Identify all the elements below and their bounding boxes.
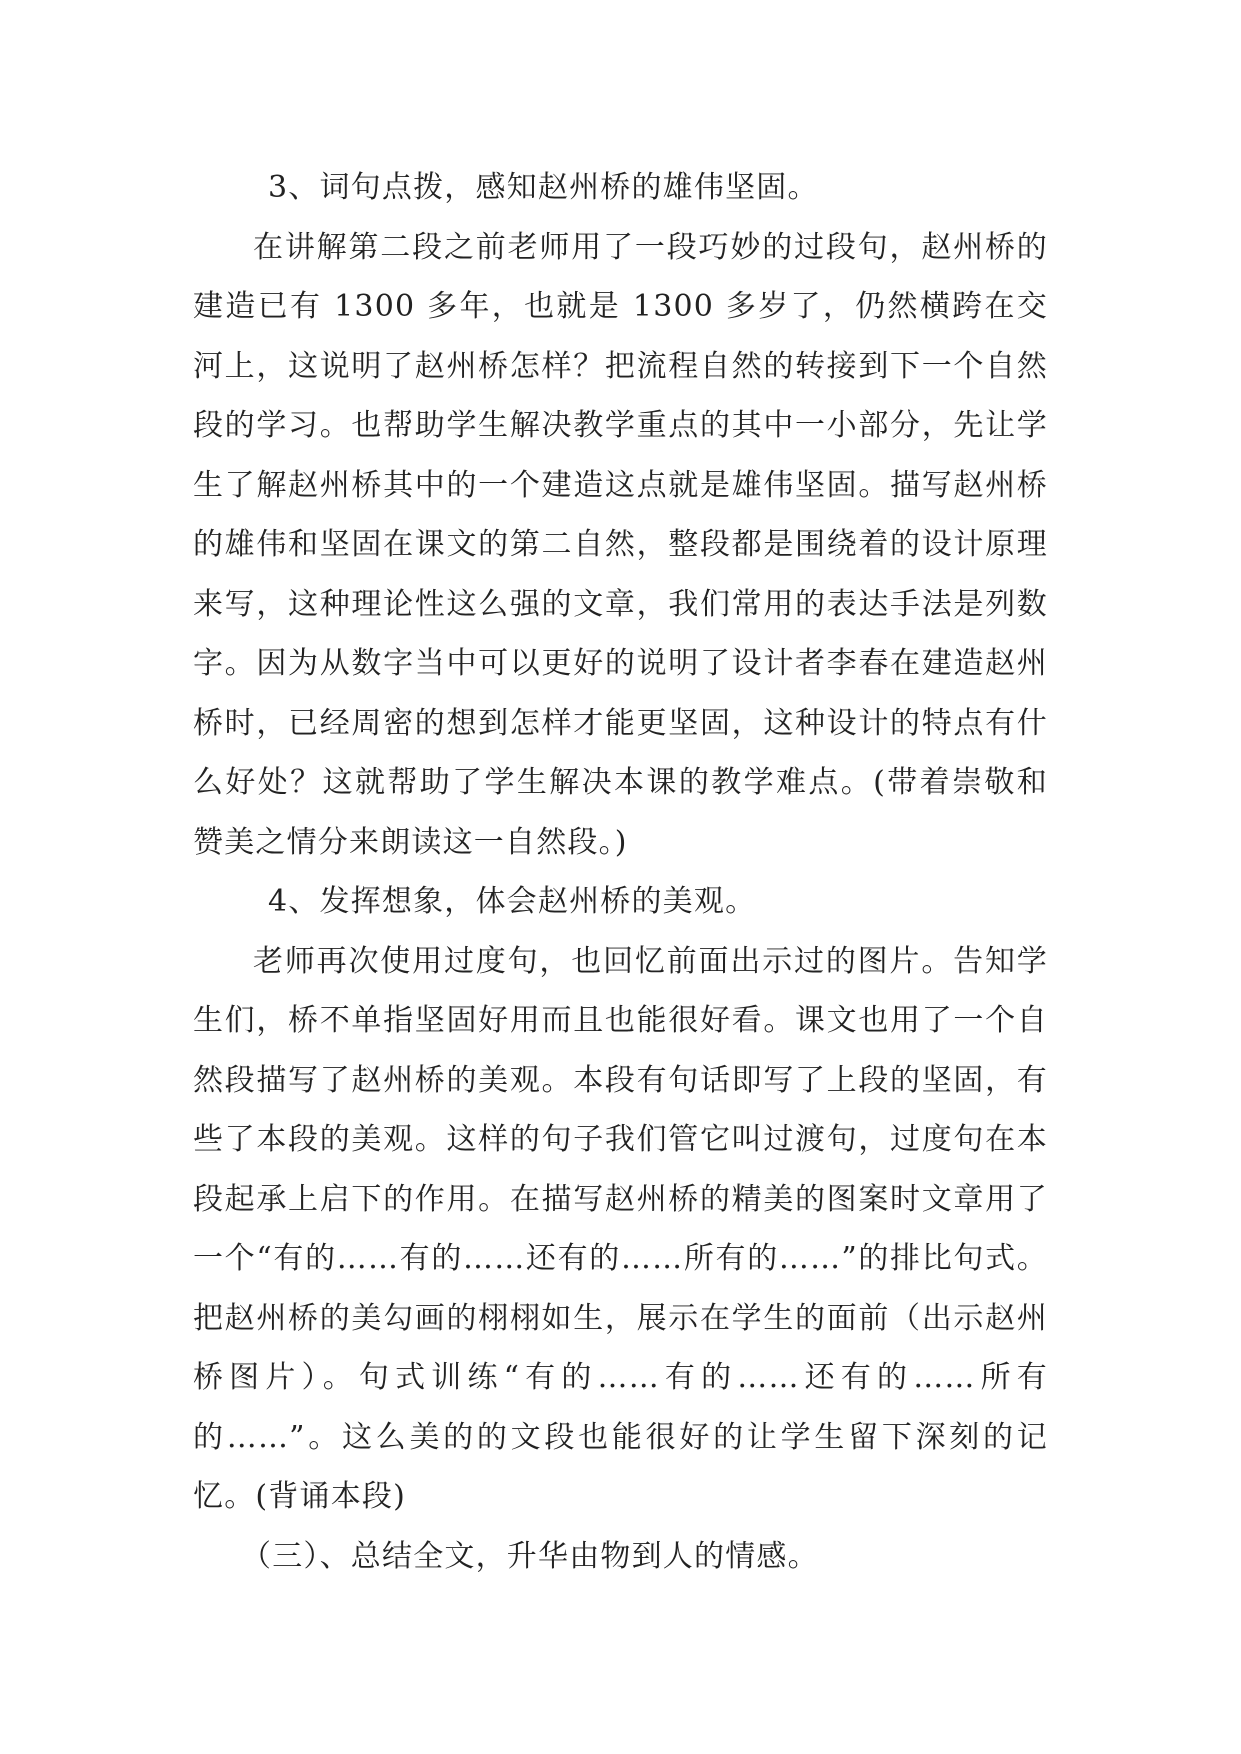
document-body [193,158,1048,1586]
subheading-4: 4、发挥想象，体会赵州桥的美观。 [268,884,757,919]
subheading-3: 3、词句点拨，感知赵州桥的雄伟坚固。 [268,170,819,205]
body-paragraph-2: 老师再次使用过度句，也回忆前面出示过的图片。告知学生们，桥不单指坚固好用而且也能很好看。课文也用了一个自然段描写了赵州桥的美观。本段有句话即写了上段的坚固，有些了本段的美观。这样的句子我们管它叫过渡句，过度句在本段起承上启下的作用。在描写赵州桥的精美的图案时文章用了一个“有的……有的……还有的……所有的……”的排比句式。把赵州桥的美勾画的栩栩如生，展示在学生的面前（出示赵州桥图片）。句式训练“有的……有的……还有的……所有的……”。这么美的的文段也能很好的让学生留下深刻的记忆。(背诵本段) [193,943,1048,1514]
body-paragraph-1: 在讲解第二段之前老师用了一段巧妙的过段句，赵州桥的建造已有 1300 多年，也就是 1300 多岁了，仍然横跨在交河上，这说明了赵州桥怎样？把流程自然的转接到下一个自然段的学习。也帮助学生解决教学重点的其中一小部分，先让学生了解赵州桥其中的一个建造这点就是雄伟坚固。描写赵州桥的雄伟和坚固在课文的第二自然，整段都是围绕着的设计原理来写，这种理论性这么强的文章，我们常用的表达手法是列数字。因为从数字当中可以更好的说明了设计者李春在建造赵州桥时，已经周密的想到怎样才能更坚固，这种设计的特点有什么好处？这就帮助了学生解决本课的教学难点。(带着崇敬和赞美之情分来朗读这一自然段。) [193,229,1048,860]
section-heading-3: （三）、总结全文，升华由物到人的情感。 [241,1538,819,1574]
